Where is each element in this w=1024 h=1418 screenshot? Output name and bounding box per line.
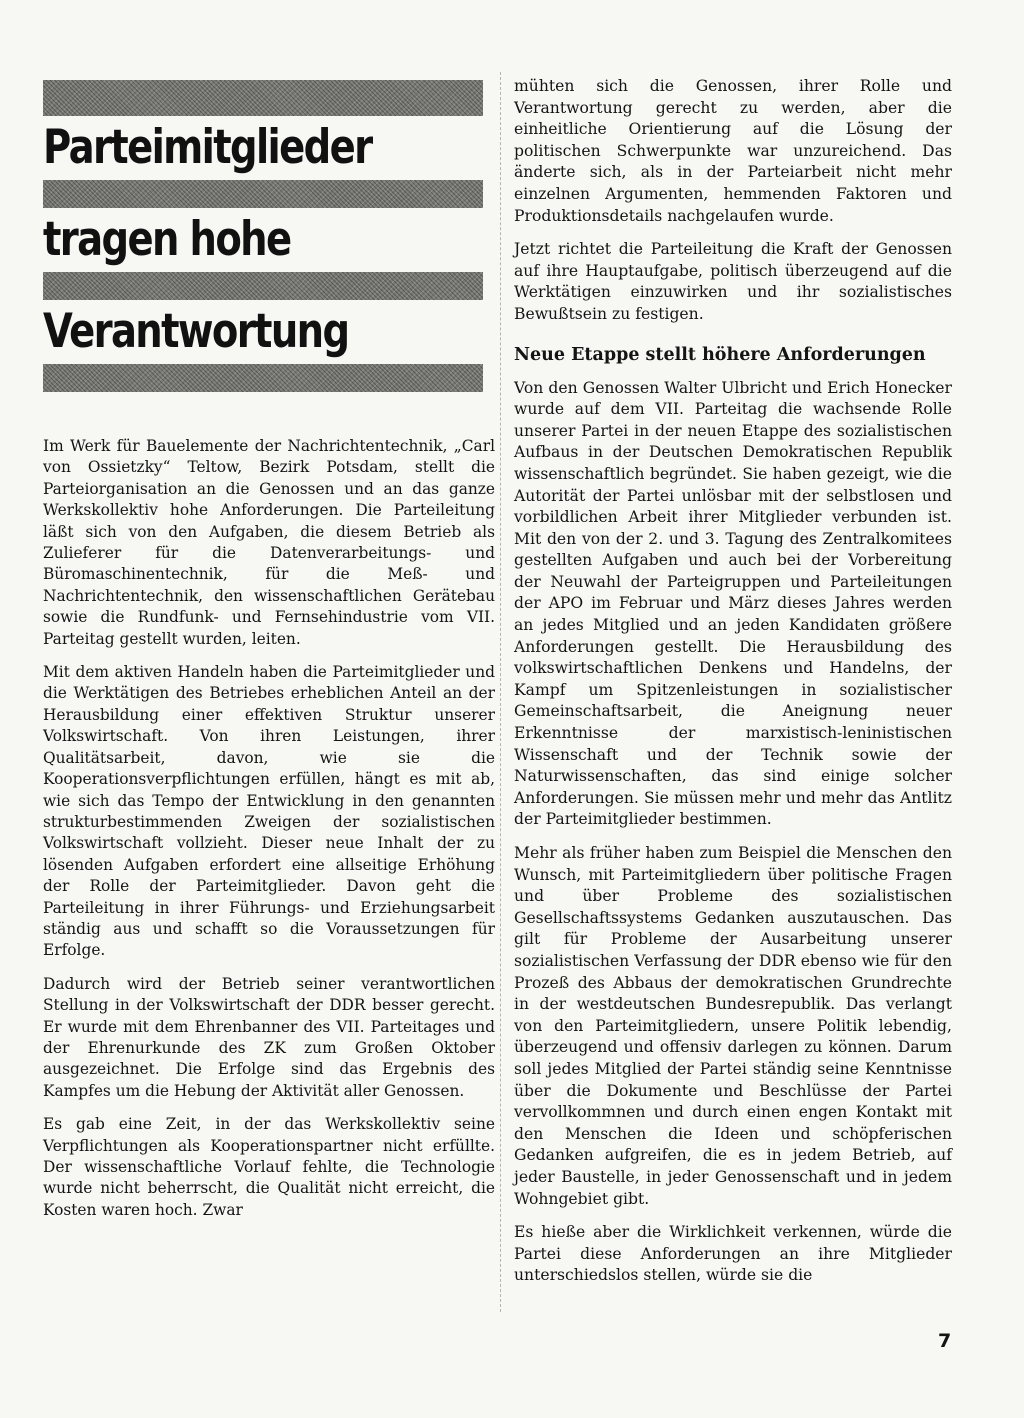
title-band (43, 180, 483, 208)
title-line-2: tragen hohe (43, 212, 291, 267)
body-paragraph: Mit dem aktiven Handeln haben die Parteimitglieder und die Werktätigen des Betriebes erheblichen Anteil an der Herausbildung einer effektiven Struktur unserer Volkswirtschaft. Von ihren Leistungen, ihrer Qualitätsarbeit, davon, wie sie die Kooperationsverpflichtungen erfüllen, hängt es mit ab, wie sich das Tempo der Entwicklung in den genannten strukturbestimmenden Zweigen der sozialistischen Volkswirtschaft vollzieht. Dieser neue Inhalt der zu lösenden Aufgaben erfordert eine allseitige Erhöhung der Rolle der Parteimitglieder. Davon geht die Parteileitung in ihrer Führungs- und Erziehungsarbeit ständig aus und schafft so die Voraussetzungen für Erfolge. (43, 663, 495, 960)
body-paragraph: mühten sich die Genossen, ihrer Rolle und Verantwortung gerecht zu werden, aber die einheitliche Orientierung auf die Lösung der politischen Schwerpunkte war unzureichend. Das änderte sich, als in der Parteiarbeit nicht mehr einzelnen Argumenten, hemmenden Faktoren und Produktionsdetails nachgelaufen wurde. (514, 77, 952, 225)
left-column (43, 80, 495, 1233)
body-paragraph: Es gab eine Zeit, in der das Werkskollektiv seine Verpflichtungen als Kooperationspartner nicht erfüllte. Der wissenschaftliche Vorlauf fehlte, die Technologie wurde nicht beherrscht, die Qualität nicht erreicht, die Kosten waren hoch. Zwar (43, 1115, 495, 1219)
body-paragraph: Dadurch wird der Betrieb seiner verantwortlichen Stellung in der Volkswirtschaft der DDR besser gerecht. Er wurde mit dem Ehrenbanner des VII. Parteitages und der Ehrenurkunde des ZK zum Großen Oktober ausgezeichnet. Die Erfolge sind das Ergebnis des Kampfes um die Hebung der Aktivität aller Genossen. (43, 974, 495, 1100)
title-band (43, 364, 483, 392)
column-divider (500, 72, 501, 1312)
body-paragraph: Jetzt richtet die Parteileitung die Kraft der Genossen auf ihre Hauptaufgabe, politisch überzeugend auf die Werktätigen einzuwirken und ihr sozialistisches Bewußtsein zu festigen. (514, 240, 952, 323)
title-block (43, 80, 483, 392)
left-body (43, 436, 495, 1221)
title-band (43, 80, 483, 116)
title-line-3: Verantwortung (43, 304, 349, 359)
section-heading: Neue Etappe stellt höhere Anforderungen (514, 344, 926, 365)
body-paragraph: Mehr als früher haben zum Beispiel die Menschen den Wunsch, mit Parteimitgliedern über politische Fragen und über Probleme des sozialistischen Gesellschaftssystems Gedanken auszutauschen. Das gilt für Probleme der Ausarbeitung unserer sozialistischen Verfassung der DDR ebenso wie für den Prozeß des Abbaus der demokratischen Grundrechte in der westdeutschen Bundesrepublik. Das verlangt von den Parteimitgliedern, unsere Politik lebendig, überzeugend und offensiv darlegen zu können. Darum soll jedes Mitglied der Partei ständig seine Kenntnisse über die Dokumente und Beschlüsse der Partei vervollkommnen und durch einen engen Kontakt mit den Menschen die Ideen und schöpferischen Gedanken aufgreifen, die es in jedem Betrieb, auf jeder Baustelle, in jeder Genossenschaft und in jedem Wohngebiet gibt. (514, 844, 952, 1208)
body-paragraph: Es hieße aber die Wirklichkeit verkennen, würde die Partei diese Anforderungen an ihre Mitglieder unterschiedslos stellen, würde sie die (514, 1223, 952, 1285)
title-band (43, 272, 483, 300)
body-paragraph: Im Werk für Bauelemente der Nachrichtentechnik, „Carl von Ossietzky“ Teltow, Bezirk Potsdam, stellt die Parteiorganisation an die Genossen und an das ganze Werkskollektiv hohe Anforderungen. Die Parteileitung läßt sich von den Aufgaben, die diesem Betrieb als Zulieferer für die Datenverarbeitungs- und Büromaschinentechnik, für die Meß- und Nachrichtentechnik, den wissenschaftlichen Gerätebau sowie die Rundfunk- und Fernsehindustrie vom VII. Parteitag gestellt wurden, leiten. (43, 437, 495, 648)
page-number: 7 (938, 1330, 952, 1352)
body-paragraph: Von den Genossen Walter Ulbricht und Erich Honecker wurde auf dem VII. Parteitag die wachsende Rolle unserer Partei in der neuen Etappe des sozialistischen Aufbaus in der Deutschen Demokratischen Republik wissenschaftlich begründet. Sie haben gezeigt, wie die Autorität der Partei unlösbar mit der selbstlosen und vorbildlichen Arbeit ihrer Mitglieder verbunden ist. Mit den von der 2. und 3. Tagung des Zentralkomitees gestellten Aufgaben und auch bei der Vorbereitung der Neuwahl der Parteigruppen und Parteileitungen der APO im Februar und März dieses Jahres werden an jedes Mitglied und an jeden Kandidaten größere Anforderungen gestellt. Die Herausbildung des volkswirtschaftlichen Denkens und Handelns, der Kampf um Spitzenleistungen in sozialistischer Gemeinschaftsarbeit, die Aneignung neuer Erkenntnisse der marxistisch-leninistischen Wissenschaft und der Technik sowie der Naturwissenschaften, das sind einige solcher Anforderungen. Sie müssen mehr und mehr das Antlitz der Parteimitglieder bestimmen. (514, 378, 952, 829)
title-line-1: Parteimitglieder (43, 120, 372, 175)
right-column (514, 76, 952, 1299)
